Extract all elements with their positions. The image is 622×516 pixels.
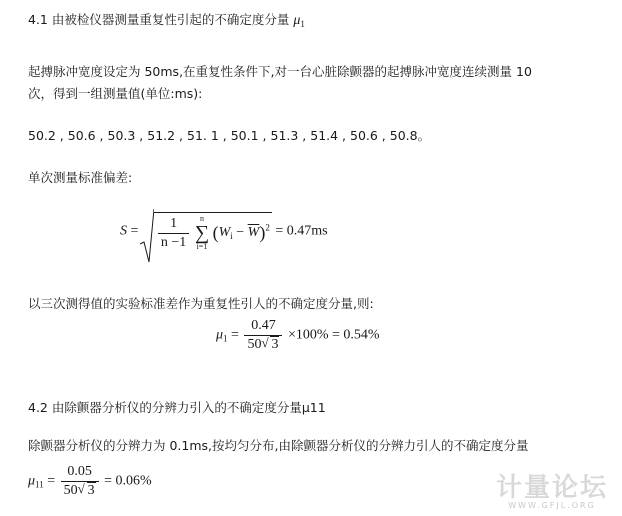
sqrt-symbol: √ [261,335,269,350]
u11-lhs: μ [28,473,36,489]
u1-lhs: μ [216,327,224,343]
section-heading-4-2: 4.2 由除颤器分析仪的分辨力引入的不确定度分量μ11 [28,400,326,415]
description-line-2: 次，得到一组测量值(单位:ms): [28,86,203,101]
u11-fraction [61,464,99,499]
u1-tail: ×100% = 0.54% [287,327,380,343]
term-w-bar: $\overline{W}$ [247,225,260,241]
measurement-values: 50.2 , 50.6 , 50.3 , 51.2 , 51. 1 , 50.1 , 51.3 , 51.4 , 50.6 , 50.8。 [28,128,431,143]
summation [195,215,209,251]
equals-sign: = [231,327,239,343]
heading-symbol-sub: 1 [300,19,305,29]
formula-s-fraction [158,216,189,251]
u11-den-coef: 50 [63,483,78,498]
std-deviation-formula [120,212,328,251]
u1-formula [216,318,380,353]
watermark-main: 计量论坛 [495,473,608,503]
paren-open: ( [212,222,219,243]
description-line-1: 起搏脉冲宽度设定为 50ms,在重复性条件下,对一台心脏除颤器的起搏脉冲宽度连续测量 10 [28,64,532,79]
sqrt-symbol: √ [77,481,85,496]
u11-radicand: 3 [87,483,95,498]
sum-top: n [199,214,204,223]
power: 2 [265,222,270,233]
sigma-symbol: ∑ [194,222,210,244]
big-sqrt [142,212,272,251]
minus-sign: − [236,225,245,241]
term-w: W [218,225,231,241]
u11-lhs-sub: 11 [35,479,44,490]
resolution-text: 除颤器分析仪的分辨力为 0.1ms,按均匀分布,由除颤器分析仪的分辨力引人的不确定度分量 [28,438,529,453]
u1-sqrt [261,337,279,353]
sum-bottom: i=1 [196,242,208,251]
formula-s-lhs: S [120,223,127,239]
heading-text: 4.1 由被检仪器测量重复性引起的不确定度分量 [28,12,290,27]
formula-s-den: n −1 [160,234,187,250]
term-w-sub: i [230,231,233,242]
equals-sign: = [130,223,139,239]
conclusion-text: 以三次测得值的实验标准差作为重复性引人的不确定度分量,则: [28,296,374,311]
site-watermark [496,467,608,510]
equals-sign: = [47,473,56,489]
radical-sign [140,208,154,264]
section-heading-4-1 [28,10,305,29]
u11-sqrt [78,483,96,499]
u11-num: 0.05 [61,464,99,482]
watermark-url: WWW.GFJL.ORG [508,501,596,510]
u1-lhs-sub: 1 [223,333,228,344]
heading-symbol: μ [293,13,301,28]
std-deviation-label: 单次测量标准偏差: [28,170,133,185]
u1-den-coef: 50 [247,337,262,352]
u11-den [61,482,99,499]
u11-formula [28,464,152,499]
formula-s-result: = 0.47ms [275,223,328,239]
u1-den [244,336,282,353]
u11-tail: = 0.06% [104,473,152,489]
u1-fraction [244,318,282,353]
formula-s-num: 1 [158,216,189,234]
u1-num: 0.47 [244,318,282,336]
paren-close: ) [259,222,266,243]
u1-radicand: 3 [271,337,279,352]
